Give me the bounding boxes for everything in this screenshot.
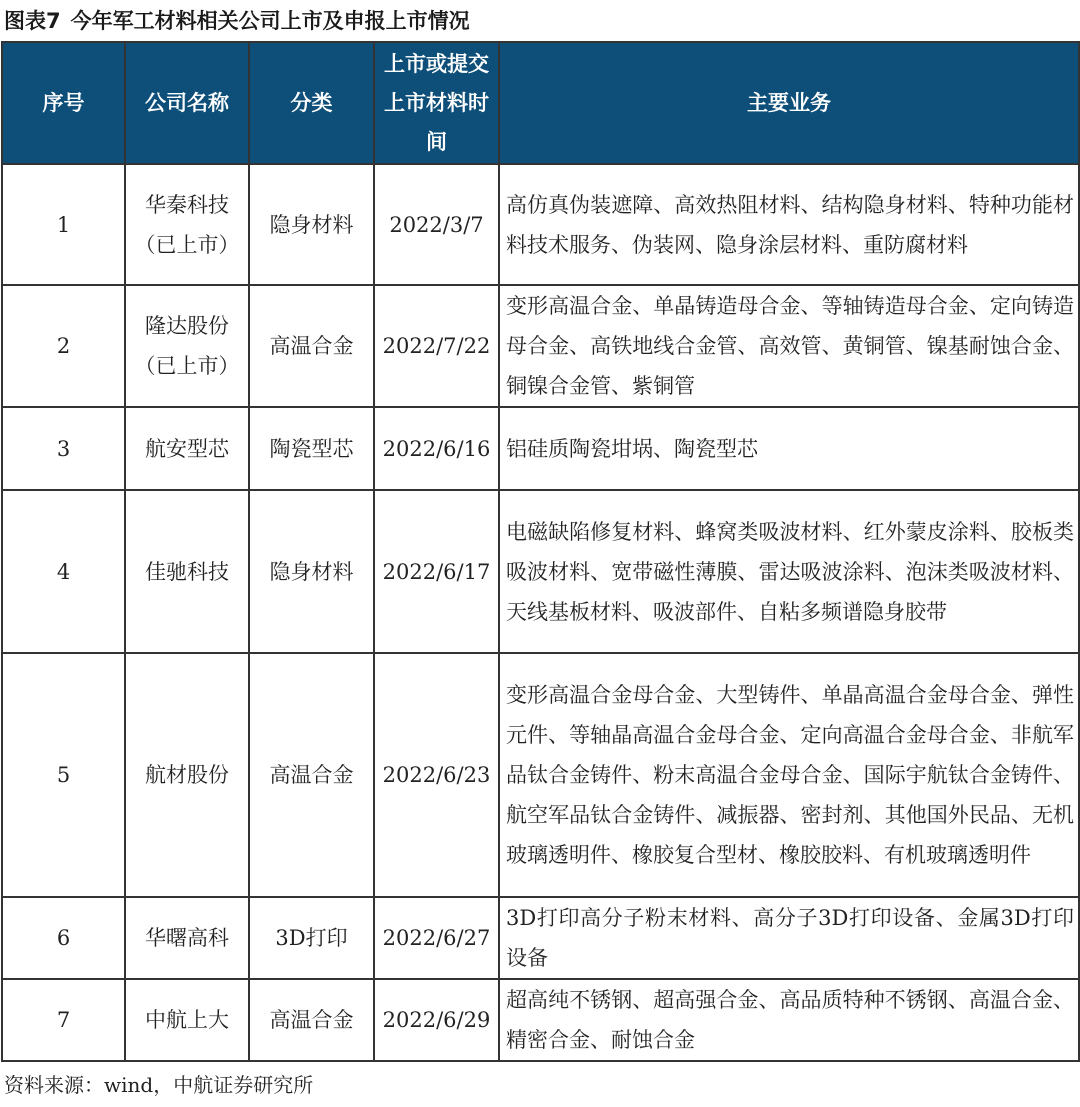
- company-name: 华秦科技: [145, 192, 229, 217]
- row-category: 隐身材料: [249, 164, 374, 285]
- table-header-row: [2, 42, 1079, 164]
- row-business: 超高纯不锈钢、超高强合金、高品质特种不锈钢、高温合金、精密合金、耐蚀合金: [499, 979, 1079, 1061]
- row-category: 3D打印: [249, 897, 374, 979]
- company-name: 佳驰科技: [145, 559, 229, 584]
- row-company: [125, 164, 249, 285]
- header-date: 上市或提交上市材料时间: [374, 42, 499, 164]
- header-business: 主要业务: [499, 42, 1079, 164]
- row-company: [125, 285, 249, 407]
- row-category: 高温合金: [249, 979, 374, 1061]
- row-business: 变形高温合金、单晶铸造母合金、等轴铸造母合金、定向铸造母合金、高铁地线合金管、高效管、黄铜管、镍基耐蚀合金、铜镍合金管、紫铜管: [499, 285, 1079, 407]
- row-index: 5: [2, 653, 125, 897]
- row-business: 3D打印高分子粉末材料、高分子3D打印设备、金属3D打印设备: [499, 897, 1079, 979]
- table-row: [2, 285, 1079, 407]
- figure-title-text: 今年军工材料相关公司上市及申报上市情况: [70, 9, 470, 33]
- table-row: [2, 164, 1079, 285]
- row-category: 高温合金: [249, 285, 374, 407]
- header-category: 分类: [249, 42, 374, 164]
- row-date: 2022/3/7: [374, 164, 499, 285]
- row-business: 铝硅质陶瓷坩埚、陶瓷型芯: [499, 407, 1079, 490]
- source-note: 资料来源：wind，中航证券研究所: [4, 1073, 314, 1097]
- row-category: 陶瓷型芯: [249, 407, 374, 490]
- row-category: 隐身材料: [249, 490, 374, 653]
- table-row: [2, 490, 1079, 653]
- header-company: 公司名称: [125, 42, 249, 164]
- table-row: [2, 979, 1079, 1061]
- row-date: 2022/6/17: [374, 490, 499, 653]
- row-company: [125, 653, 249, 897]
- company-name: 华曙高科: [145, 926, 229, 950]
- row-company: [125, 979, 249, 1061]
- row-index: 7: [2, 979, 125, 1061]
- row-business: 电磁缺陷修复材料、蜂窝类吸波材料、红外蒙皮涂料、胶板类吸波材料、宽带磁性薄膜、雷达吸波涂料、泡沫类吸波材料、天线基板材料、吸波部件、自粘多频谱隐身胶带: [499, 490, 1079, 653]
- row-index: 3: [2, 407, 125, 490]
- row-company: [125, 407, 249, 490]
- row-category: 高温合金: [249, 653, 374, 897]
- row-index: 1: [2, 164, 125, 285]
- row-date: 2022/6/29: [374, 979, 499, 1061]
- row-date: 2022/6/27: [374, 897, 499, 979]
- row-index: 4: [2, 490, 125, 653]
- row-business: 高仿真伪装遮障、高效热阻材料、结构隐身材料、特种功能材料技术服务、伪装网、隐身涂层材料、重防腐材料: [499, 164, 1079, 285]
- row-index: 6: [2, 897, 125, 979]
- row-date: 2022/6/23: [374, 653, 499, 897]
- company-name: 中航上大: [145, 1008, 229, 1032]
- row-index: 2: [2, 285, 125, 407]
- table-row: [2, 897, 1079, 979]
- table-row: [2, 653, 1079, 897]
- row-date: 2022/6/16: [374, 407, 499, 490]
- company-name: 航材股份: [145, 763, 229, 787]
- row-company: [125, 490, 249, 653]
- row-company: [125, 897, 249, 979]
- header-index: 序号: [2, 42, 125, 164]
- company-name: 隆达股份: [145, 314, 229, 338]
- company-name: 航安型芯: [145, 436, 229, 461]
- company-status: （已上市）: [134, 354, 240, 378]
- figure-label: 图表7: [4, 9, 61, 33]
- figure-title: [4, 4, 470, 38]
- row-business: 变形高温合金母合金、大型铸件、单晶高温合金母合金、弹性元件、等轴晶高温合金母合金、定向高温合金母合金、非航军品钛合金铸件、粉末高温合金母合金、国际宇航钛合金铸件、航空军品钛合金铸件、减振器、密封剂、其他国外民品、无机玻璃透明件、橡胶复合型材、橡胶胶料、有机玻璃透明件: [499, 653, 1079, 897]
- row-date: 2022/7/22: [374, 285, 499, 407]
- table-row: [2, 407, 1079, 490]
- company-status: （已上市）: [134, 232, 240, 257]
- listing-table: [1, 41, 1080, 1062]
